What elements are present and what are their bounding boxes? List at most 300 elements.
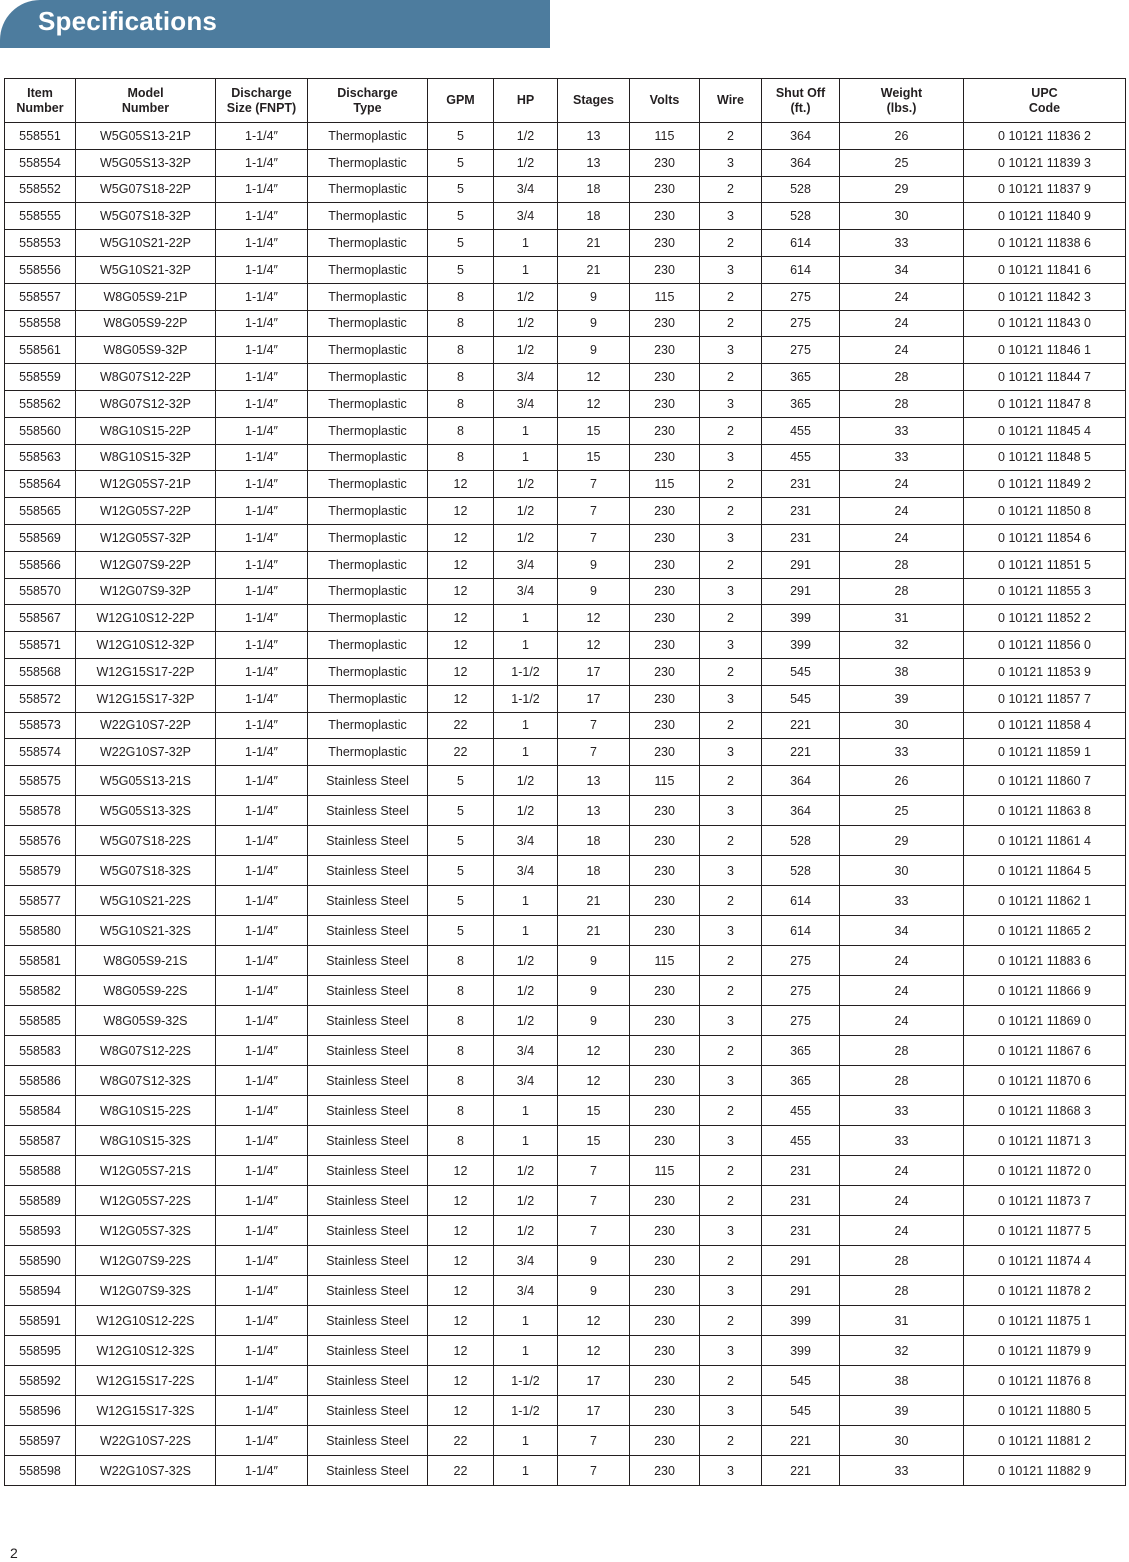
cell-volts: 230 <box>630 1096 700 1126</box>
cell-shut-off: 221 <box>762 739 840 766</box>
cell-model-number: W8G10S15-22S <box>76 1096 216 1126</box>
cell-wire: 2 <box>700 1096 762 1126</box>
cell-model-number: W22G10S7-32S <box>76 1456 216 1486</box>
cell-wire: 2 <box>700 766 762 796</box>
cell-item-number: 558574 <box>5 739 76 766</box>
cell-hp: 1 <box>494 417 558 444</box>
cell-discharge-size: 1-1/4″ <box>216 856 308 886</box>
cell-discharge-size: 1-1/4″ <box>216 390 308 417</box>
cell-gpm: 8 <box>428 390 494 417</box>
cell-item-number: 558587 <box>5 1126 76 1156</box>
cell-wire: 2 <box>700 551 762 578</box>
cell-stages: 15 <box>558 444 630 471</box>
cell-stages: 9 <box>558 337 630 364</box>
cell-shut-off: 275 <box>762 310 840 337</box>
cell-model-number: W22G10S7-22P <box>76 712 216 739</box>
cell-gpm: 8 <box>428 1126 494 1156</box>
cell-hp: 1/2 <box>494 337 558 364</box>
cell-wire: 2 <box>700 230 762 257</box>
cell-wire: 2 <box>700 176 762 203</box>
cell-volts: 115 <box>630 946 700 976</box>
table-row <box>5 578 1126 605</box>
cell-upc-code: 0 10121 11840 9 <box>964 203 1126 230</box>
cell-item-number: 558593 <box>5 1216 76 1246</box>
cell-item-number: 558578 <box>5 796 76 826</box>
cell-upc-code: 0 10121 11861 4 <box>964 826 1126 856</box>
table-row <box>5 230 1126 257</box>
cell-hp: 1/2 <box>494 1216 558 1246</box>
cell-weight: 28 <box>840 1246 964 1276</box>
cell-wire: 2 <box>700 1156 762 1186</box>
cell-wire: 2 <box>700 826 762 856</box>
cell-hp: 1-1/2 <box>494 1366 558 1396</box>
cell-discharge-type: Stainless Steel <box>308 796 428 826</box>
cell-item-number: 558556 <box>5 256 76 283</box>
cell-discharge-size: 1-1/4″ <box>216 1066 308 1096</box>
table-row <box>5 766 1126 796</box>
cell-volts: 230 <box>630 578 700 605</box>
cell-wire: 3 <box>700 685 762 712</box>
cell-item-number: 558551 <box>5 123 76 150</box>
cell-upc-code: 0 10121 11851 5 <box>964 551 1126 578</box>
cell-upc-code: 0 10121 11869 0 <box>964 1006 1126 1036</box>
cell-hp: 1 <box>494 886 558 916</box>
cell-shut-off: 455 <box>762 444 840 471</box>
cell-shut-off: 231 <box>762 1156 840 1186</box>
cell-hp: 1/2 <box>494 1006 558 1036</box>
cell-model-number: W5G07S18-22P <box>76 176 216 203</box>
cell-discharge-type: Thermoplastic <box>308 283 428 310</box>
cell-stages: 12 <box>558 1336 630 1366</box>
cell-item-number: 558590 <box>5 1246 76 1276</box>
cell-stages: 13 <box>558 796 630 826</box>
cell-item-number: 558559 <box>5 364 76 391</box>
cell-volts: 230 <box>630 1456 700 1486</box>
cell-volts: 230 <box>630 1036 700 1066</box>
cell-discharge-type: Thermoplastic <box>308 176 428 203</box>
cell-shut-off: 365 <box>762 390 840 417</box>
cell-discharge-size: 1-1/4″ <box>216 1216 308 1246</box>
cell-volts: 230 <box>630 176 700 203</box>
cell-weight: 24 <box>840 976 964 1006</box>
cell-stages: 15 <box>558 1126 630 1156</box>
cell-wire: 2 <box>700 1036 762 1066</box>
cell-item-number: 558582 <box>5 976 76 1006</box>
cell-weight: 24 <box>840 1156 964 1186</box>
cell-shut-off: 614 <box>762 886 840 916</box>
cell-item-number: 558571 <box>5 632 76 659</box>
cell-wire: 3 <box>700 1396 762 1426</box>
cell-weight: 24 <box>840 946 964 976</box>
cell-model-number: W5G05S13-21P <box>76 123 216 150</box>
cell-upc-code: 0 10121 11841 6 <box>964 256 1126 283</box>
cell-discharge-type: Stainless Steel <box>308 826 428 856</box>
cell-stages: 7 <box>558 1426 630 1456</box>
cell-upc-code: 0 10121 11854 6 <box>964 524 1126 551</box>
cell-discharge-type: Thermoplastic <box>308 605 428 632</box>
table-row <box>5 796 1126 826</box>
cell-volts: 230 <box>630 417 700 444</box>
thermoplastic-rows <box>5 123 1126 766</box>
cell-discharge-type: Thermoplastic <box>308 256 428 283</box>
cell-stages: 12 <box>558 1306 630 1336</box>
cell-model-number: W12G07S9-32S <box>76 1276 216 1306</box>
cell-gpm: 12 <box>428 632 494 659</box>
cell-gpm: 12 <box>428 1246 494 1276</box>
cell-model-number: W5G05S13-32S <box>76 796 216 826</box>
cell-stages: 9 <box>558 551 630 578</box>
cell-weight: 24 <box>840 310 964 337</box>
cell-volts: 230 <box>630 1066 700 1096</box>
cell-upc-code: 0 10121 11875 1 <box>964 1306 1126 1336</box>
table-row <box>5 1066 1126 1096</box>
cell-volts: 230 <box>630 796 700 826</box>
cell-weight: 33 <box>840 1126 964 1156</box>
cell-weight: 33 <box>840 1096 964 1126</box>
cell-gpm: 5 <box>428 203 494 230</box>
table-row <box>5 856 1126 886</box>
cell-shut-off: 291 <box>762 578 840 605</box>
cell-upc-code: 0 10121 11870 6 <box>964 1066 1126 1096</box>
cell-upc-code: 0 10121 11838 6 <box>964 230 1126 257</box>
cell-item-number: 558566 <box>5 551 76 578</box>
cell-wire: 3 <box>700 739 762 766</box>
cell-volts: 115 <box>630 283 700 310</box>
cell-discharge-size: 1-1/4″ <box>216 1366 308 1396</box>
cell-model-number: W8G10S15-32S <box>76 1126 216 1156</box>
cell-volts: 230 <box>630 551 700 578</box>
cell-model-number: W12G05S7-21S <box>76 1156 216 1186</box>
cell-weight: 38 <box>840 658 964 685</box>
col-header-shut-off: Shut Off (ft.) <box>762 79 840 123</box>
cell-stages: 7 <box>558 1216 630 1246</box>
cell-weight: 30 <box>840 1426 964 1456</box>
cell-stages: 12 <box>558 390 630 417</box>
cell-item-number: 558553 <box>5 230 76 257</box>
cell-wire: 2 <box>700 498 762 525</box>
table-row <box>5 946 1126 976</box>
cell-weight: 31 <box>840 605 964 632</box>
cell-upc-code: 0 10121 11836 2 <box>964 123 1126 150</box>
cell-volts: 230 <box>630 390 700 417</box>
cell-upc-code: 0 10121 11848 5 <box>964 444 1126 471</box>
cell-item-number: 558596 <box>5 1396 76 1426</box>
cell-gpm: 12 <box>428 1276 494 1306</box>
cell-volts: 230 <box>630 1396 700 1426</box>
cell-shut-off: 231 <box>762 524 840 551</box>
cell-gpm: 12 <box>428 498 494 525</box>
table-header-row <box>5 79 1126 123</box>
cell-discharge-size: 1-1/4″ <box>216 1456 308 1486</box>
table-row <box>5 1036 1126 1066</box>
cell-item-number: 558564 <box>5 471 76 498</box>
cell-volts: 230 <box>630 1306 700 1336</box>
cell-volts: 230 <box>630 524 700 551</box>
cell-weight: 28 <box>840 578 964 605</box>
cell-discharge-type: Thermoplastic <box>308 739 428 766</box>
cell-model-number: W12G10S12-22P <box>76 605 216 632</box>
cell-gpm: 5 <box>428 230 494 257</box>
cell-discharge-type: Thermoplastic <box>308 471 428 498</box>
cell-discharge-type: Thermoplastic <box>308 310 428 337</box>
cell-stages: 7 <box>558 1156 630 1186</box>
cell-gpm: 5 <box>428 856 494 886</box>
cell-model-number: W12G05S7-32P <box>76 524 216 551</box>
cell-wire: 2 <box>700 417 762 444</box>
cell-gpm: 8 <box>428 417 494 444</box>
table-row <box>5 1366 1126 1396</box>
cell-gpm: 5 <box>428 149 494 176</box>
cell-model-number: W8G07S12-22P <box>76 364 216 391</box>
cell-discharge-type: Thermoplastic <box>308 578 428 605</box>
cell-gpm: 8 <box>428 310 494 337</box>
cell-hp: 1/2 <box>494 149 558 176</box>
cell-model-number: W8G05S9-22P <box>76 310 216 337</box>
cell-item-number: 558554 <box>5 149 76 176</box>
cell-discharge-type: Stainless Steel <box>308 1096 428 1126</box>
cell-hp: 1 <box>494 1426 558 1456</box>
cell-discharge-size: 1-1/4″ <box>216 498 308 525</box>
cell-model-number: W12G05S7-32S <box>76 1216 216 1246</box>
table-row <box>5 632 1126 659</box>
cell-weight: 34 <box>840 916 964 946</box>
cell-upc-code: 0 10121 11871 3 <box>964 1126 1126 1156</box>
cell-volts: 230 <box>630 658 700 685</box>
cell-stages: 7 <box>558 1456 630 1486</box>
cell-upc-code: 0 10121 11847 8 <box>964 390 1126 417</box>
cell-upc-code: 0 10121 11857 7 <box>964 685 1126 712</box>
cell-stages: 9 <box>558 976 630 1006</box>
cell-hp: 3/4 <box>494 390 558 417</box>
cell-upc-code: 0 10121 11858 4 <box>964 712 1126 739</box>
cell-gpm: 12 <box>428 524 494 551</box>
cell-discharge-size: 1-1/4″ <box>216 176 308 203</box>
cell-model-number: W5G05S13-21S <box>76 766 216 796</box>
cell-upc-code: 0 10121 11879 9 <box>964 1336 1126 1366</box>
cell-item-number: 558584 <box>5 1096 76 1126</box>
cell-shut-off: 231 <box>762 1216 840 1246</box>
cell-discharge-type: Stainless Steel <box>308 1276 428 1306</box>
cell-weight: 34 <box>840 256 964 283</box>
cell-model-number: W12G10S12-32S <box>76 1336 216 1366</box>
cell-discharge-size: 1-1/4″ <box>216 310 308 337</box>
cell-upc-code: 0 10121 11837 9 <box>964 176 1126 203</box>
cell-volts: 230 <box>630 337 700 364</box>
cell-item-number: 558576 <box>5 826 76 856</box>
col-header-model-number: Model Number <box>76 79 216 123</box>
cell-shut-off: 545 <box>762 685 840 712</box>
cell-model-number: W8G10S15-22P <box>76 417 216 444</box>
cell-shut-off: 455 <box>762 417 840 444</box>
cell-shut-off: 221 <box>762 1456 840 1486</box>
cell-discharge-size: 1-1/4″ <box>216 471 308 498</box>
cell-item-number: 558555 <box>5 203 76 230</box>
cell-discharge-type: Stainless Steel <box>308 1456 428 1486</box>
cell-gpm: 22 <box>428 712 494 739</box>
cell-wire: 3 <box>700 524 762 551</box>
cell-wire: 2 <box>700 605 762 632</box>
cell-gpm: 12 <box>428 471 494 498</box>
cell-upc-code: 0 10121 11849 2 <box>964 471 1126 498</box>
cell-wire: 2 <box>700 1246 762 1276</box>
cell-weight: 33 <box>840 739 964 766</box>
cell-model-number: W22G10S7-32P <box>76 739 216 766</box>
cell-shut-off: 614 <box>762 916 840 946</box>
table-row <box>5 739 1126 766</box>
table-row <box>5 364 1126 391</box>
cell-discharge-size: 1-1/4″ <box>216 444 308 471</box>
cell-hp: 1/2 <box>494 1156 558 1186</box>
cell-discharge-size: 1-1/4″ <box>216 364 308 391</box>
table-row <box>5 1336 1126 1366</box>
cell-discharge-size: 1-1/4″ <box>216 886 308 916</box>
cell-discharge-size: 1-1/4″ <box>216 337 308 364</box>
cell-discharge-size: 1-1/4″ <box>216 203 308 230</box>
cell-volts: 230 <box>630 739 700 766</box>
cell-stages: 18 <box>558 176 630 203</box>
cell-volts: 115 <box>630 123 700 150</box>
table-row <box>5 283 1126 310</box>
cell-hp: 1 <box>494 1306 558 1336</box>
table-row <box>5 176 1126 203</box>
cell-upc-code: 0 10121 11839 3 <box>964 149 1126 176</box>
cell-model-number: W8G07S12-22S <box>76 1036 216 1066</box>
cell-item-number: 558561 <box>5 337 76 364</box>
cell-upc-code: 0 10121 11859 1 <box>964 739 1126 766</box>
cell-stages: 15 <box>558 1096 630 1126</box>
cell-wire: 2 <box>700 1186 762 1216</box>
cell-hp: 1 <box>494 256 558 283</box>
cell-model-number: W5G07S18-32P <box>76 203 216 230</box>
cell-discharge-size: 1-1/4″ <box>216 149 308 176</box>
cell-hp: 1 <box>494 1336 558 1366</box>
cell-item-number: 558594 <box>5 1276 76 1306</box>
cell-shut-off: 364 <box>762 123 840 150</box>
cell-discharge-type: Thermoplastic <box>308 390 428 417</box>
cell-hp: 1-1/2 <box>494 658 558 685</box>
cell-stages: 9 <box>558 946 630 976</box>
cell-discharge-size: 1-1/4″ <box>216 632 308 659</box>
cell-discharge-type: Stainless Steel <box>308 856 428 886</box>
cell-shut-off: 455 <box>762 1126 840 1156</box>
cell-model-number: W8G07S12-32P <box>76 390 216 417</box>
cell-stages: 15 <box>558 417 630 444</box>
cell-model-number: W5G07S18-22S <box>76 826 216 856</box>
cell-gpm: 12 <box>428 658 494 685</box>
cell-volts: 230 <box>630 444 700 471</box>
cell-model-number: W12G10S12-32P <box>76 632 216 659</box>
cell-hp: 1 <box>494 1096 558 1126</box>
cell-item-number: 558560 <box>5 417 76 444</box>
cell-hp: 1/2 <box>494 310 558 337</box>
cell-wire: 2 <box>700 886 762 916</box>
cell-shut-off: 231 <box>762 1186 840 1216</box>
cell-discharge-type: Thermoplastic <box>308 364 428 391</box>
cell-wire: 3 <box>700 1276 762 1306</box>
cell-upc-code: 0 10121 11867 6 <box>964 1036 1126 1066</box>
cell-discharge-type: Stainless Steel <box>308 1396 428 1426</box>
cell-hp: 1 <box>494 632 558 659</box>
cell-wire: 3 <box>700 1126 762 1156</box>
cell-wire: 2 <box>700 364 762 391</box>
specifications-table <box>4 78 1126 1486</box>
cell-upc-code: 0 10121 11842 3 <box>964 283 1126 310</box>
cell-wire: 3 <box>700 1066 762 1096</box>
cell-shut-off: 528 <box>762 203 840 230</box>
cell-shut-off: 614 <box>762 230 840 257</box>
cell-weight: 39 <box>840 1396 964 1426</box>
cell-discharge-type: Stainless Steel <box>308 886 428 916</box>
section-header-banner <box>0 0 550 48</box>
cell-hp: 1/2 <box>494 976 558 1006</box>
cell-gpm: 8 <box>428 1036 494 1066</box>
cell-weight: 38 <box>840 1366 964 1396</box>
cell-wire: 2 <box>700 471 762 498</box>
cell-discharge-type: Stainless Steel <box>308 976 428 1006</box>
cell-upc-code: 0 10121 11881 2 <box>964 1426 1126 1456</box>
cell-upc-code: 0 10121 11872 0 <box>964 1156 1126 1186</box>
cell-shut-off: 399 <box>762 632 840 659</box>
cell-weight: 28 <box>840 390 964 417</box>
cell-gpm: 5 <box>428 826 494 856</box>
cell-wire: 2 <box>700 1306 762 1336</box>
cell-discharge-size: 1-1/4″ <box>216 1006 308 1036</box>
cell-discharge-size: 1-1/4″ <box>216 524 308 551</box>
cell-model-number: W8G05S9-32S <box>76 1006 216 1036</box>
cell-item-number: 558583 <box>5 1036 76 1066</box>
cell-hp: 3/4 <box>494 578 558 605</box>
cell-hp: 3/4 <box>494 1276 558 1306</box>
cell-volts: 230 <box>630 712 700 739</box>
cell-weight: 30 <box>840 203 964 230</box>
cell-weight: 28 <box>840 551 964 578</box>
cell-hp: 3/4 <box>494 364 558 391</box>
table-row <box>5 886 1126 916</box>
cell-shut-off: 455 <box>762 1096 840 1126</box>
cell-hp: 3/4 <box>494 551 558 578</box>
cell-hp: 1/2 <box>494 1186 558 1216</box>
col-header-volts: Volts <box>630 79 700 123</box>
cell-weight: 25 <box>840 796 964 826</box>
col-header-weight: Weight (lbs.) <box>840 79 964 123</box>
cell-stages: 18 <box>558 856 630 886</box>
cell-wire: 2 <box>700 946 762 976</box>
cell-hp: 1 <box>494 1456 558 1486</box>
cell-weight: 30 <box>840 712 964 739</box>
cell-upc-code: 0 10121 11877 5 <box>964 1216 1126 1246</box>
cell-wire: 3 <box>700 578 762 605</box>
cell-wire: 3 <box>700 203 762 230</box>
cell-model-number: W8G05S9-22S <box>76 976 216 1006</box>
cell-hp: 3/4 <box>494 1036 558 1066</box>
cell-stages: 17 <box>558 685 630 712</box>
cell-stages: 9 <box>558 283 630 310</box>
cell-hp: 3/4 <box>494 826 558 856</box>
cell-stages: 9 <box>558 310 630 337</box>
cell-gpm: 12 <box>428 685 494 712</box>
cell-stages: 13 <box>558 766 630 796</box>
col-header-discharge-size: Discharge Size (FNPT) <box>216 79 308 123</box>
cell-model-number: W12G07S9-32P <box>76 578 216 605</box>
cell-gpm: 12 <box>428 605 494 632</box>
cell-discharge-type: Stainless Steel <box>308 1066 428 1096</box>
table-row <box>5 498 1126 525</box>
cell-gpm: 22 <box>428 739 494 766</box>
table-row <box>5 1126 1126 1156</box>
cell-discharge-size: 1-1/4″ <box>216 551 308 578</box>
cell-discharge-size: 1-1/4″ <box>216 685 308 712</box>
cell-gpm: 8 <box>428 1006 494 1036</box>
